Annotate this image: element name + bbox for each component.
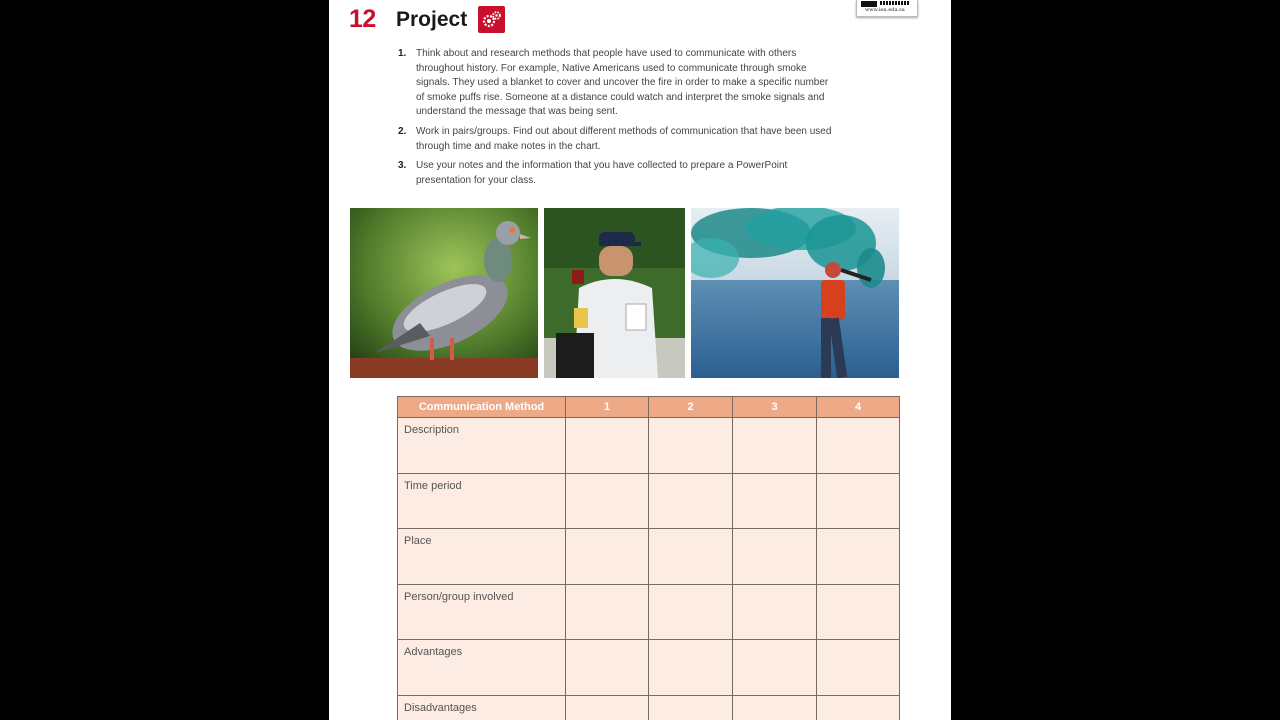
blank-cell[interactable] (817, 418, 900, 474)
table-row (398, 529, 900, 585)
qr-url: www.ien.edu.sa (865, 7, 905, 13)
table-header-row (398, 397, 900, 418)
instruction-number: 1. (398, 48, 407, 59)
instruction-text: Use your notes and the information that you have collected to prepare a PowerPoint presentation for your class. (416, 160, 788, 186)
row-label: Disadvantages (398, 695, 566, 720)
row-label: Time period (398, 473, 566, 529)
instruction-text: Work in pairs/groups. Find out about different methods of communication that have been used through time and make notes in the chart. (416, 125, 832, 152)
blank-cell[interactable] (733, 418, 817, 474)
blank-cell[interactable] (566, 473, 649, 529)
blank-cell[interactable] (733, 584, 817, 640)
blank-cell[interactable] (566, 418, 649, 474)
column-header: Communication Method (398, 397, 566, 418)
column-header: 2 (649, 397, 733, 418)
blank-cell[interactable] (733, 473, 817, 529)
instruction-text: Think about and research methods that people have used to communicate with others throughout history. For example, Native Americans used to communicate through smoke signals. They used a blanket to cover and uncover the fire in order to make a specific number of smoke puffs rise. Someone at a distance could watch and interpret the smoke signals and understand the message that was being sent. (416, 48, 829, 118)
column-header: 3 (733, 397, 817, 418)
blank-cell[interactable] (649, 584, 733, 640)
blank-cell[interactable] (817, 529, 900, 585)
blank-cell[interactable] (817, 473, 900, 529)
row-label: Place (398, 529, 566, 585)
mail-carrier-photo (544, 208, 685, 378)
blank-cell[interactable] (566, 640, 649, 696)
instruction-item (398, 159, 838, 188)
blank-cell[interactable] (817, 695, 900, 720)
blank-cell[interactable] (649, 695, 733, 720)
page-title: Project (396, 8, 468, 31)
blank-cell[interactable] (649, 418, 733, 474)
qr-code-badge[interactable] (856, 0, 918, 17)
table-row (398, 695, 900, 720)
pigeon-photo (350, 208, 538, 378)
table-row (398, 584, 900, 640)
instruction-number: 3. (398, 160, 407, 172)
blank-cell[interactable] (649, 473, 733, 529)
row-label: Advantages (398, 640, 566, 696)
blank-cell[interactable] (733, 529, 817, 585)
blank-cell[interactable] (649, 640, 733, 696)
blank-cell[interactable] (566, 584, 649, 640)
blank-cell[interactable] (817, 640, 900, 696)
table-row (398, 418, 900, 474)
column-header: 1 (566, 397, 649, 418)
column-header: 4 (817, 397, 900, 418)
instruction-number: 2. (398, 125, 407, 137)
blank-cell[interactable] (733, 695, 817, 720)
row-label: Person/group involved (398, 584, 566, 640)
blank-cell[interactable] (566, 695, 649, 720)
blank-cell[interactable] (817, 584, 900, 640)
instruction-list (398, 47, 838, 193)
blank-cell[interactable] (566, 529, 649, 585)
table-row (398, 640, 900, 696)
table-row (398, 473, 900, 529)
blank-cell[interactable] (649, 529, 733, 585)
lesson-number: 12 (349, 5, 376, 33)
communication-chart (397, 396, 900, 720)
instruction-item (398, 47, 838, 120)
blank-cell[interactable] (733, 640, 817, 696)
textbook-page (329, 0, 951, 720)
smoke-signal-flare-photo (691, 208, 899, 378)
row-label: Description (398, 418, 566, 474)
instruction-item (398, 125, 838, 154)
barcode-graphic (880, 1, 910, 5)
gears-icon (478, 6, 505, 33)
